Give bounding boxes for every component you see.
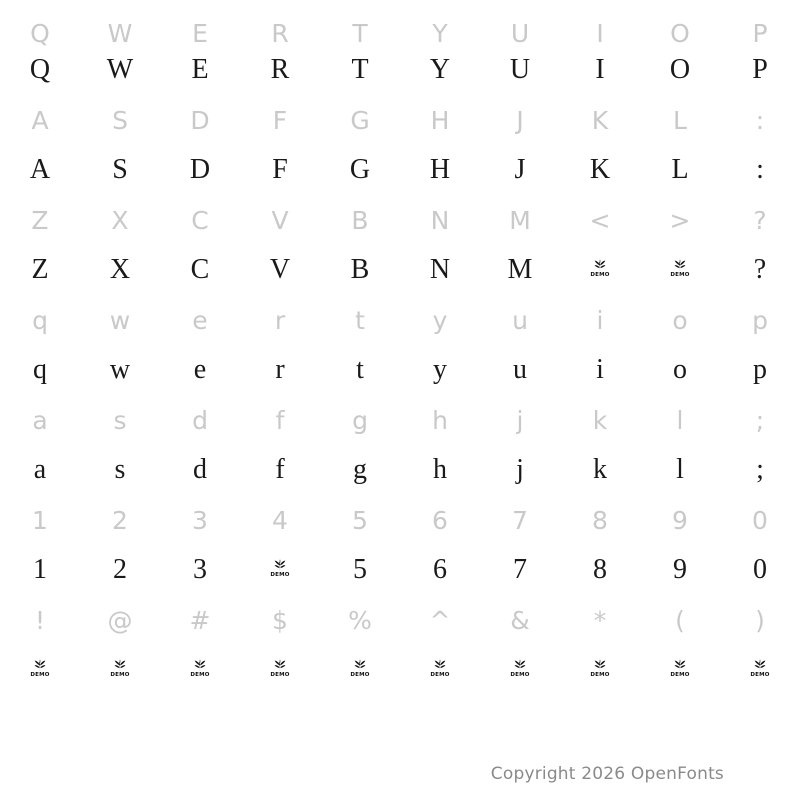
glyph-cell: t: [355, 305, 365, 335]
leaf-demo-badge-icon: DEMO: [509, 659, 531, 681]
glyph-cell: X: [109, 254, 131, 285]
glyph-cell: L: [673, 105, 687, 135]
glyph-cell: P: [752, 18, 768, 48]
glyph-cell: G: [349, 154, 371, 185]
glyph-cell: g: [353, 454, 367, 485]
glyph-cell: S: [112, 154, 128, 185]
copyright-notice: Copyright 2026 OpenFonts: [490, 764, 724, 784]
glyph-cell: Y: [429, 54, 451, 85]
missing-glyph-demo-icon: [400, 645, 480, 695]
glyph-cell: 4: [272, 505, 288, 535]
glyph-cell: I: [596, 18, 604, 48]
glyph-cell: A: [29, 154, 51, 185]
glyph-cell: V: [271, 205, 289, 235]
glyph-cell: 9: [672, 505, 688, 535]
glyph-cell: i: [596, 354, 604, 385]
glyph-cell: g: [352, 405, 368, 435]
glyph-cell: M: [507, 254, 533, 285]
leaf-demo-badge-icon: DEMO: [589, 659, 611, 681]
glyph-row-specimen: [0, 245, 800, 295]
glyph-cell: o: [673, 354, 687, 385]
glyph-row-specimen: [0, 145, 800, 195]
missing-glyph-demo-icon: [720, 645, 800, 695]
glyph-cell: C: [190, 254, 210, 285]
missing-glyph-demo-icon: [640, 245, 720, 295]
glyph-cell: Q: [29, 54, 51, 85]
glyph-cell: H: [430, 105, 450, 135]
glyph-cell: <: [589, 205, 611, 235]
glyph-cell: 1: [32, 505, 48, 535]
glyph-row-reference: [0, 195, 800, 245]
glyph-cell: l: [676, 405, 684, 435]
glyph-cell: W: [106, 54, 134, 85]
glyph-cell: :: [756, 154, 764, 185]
glyph-cell: Z: [31, 254, 49, 285]
missing-glyph-demo-icon: [480, 645, 560, 695]
glyph-cell: 5: [352, 505, 368, 535]
leaf-demo-badge-icon: DEMO: [429, 659, 451, 681]
glyph-cell: F: [272, 154, 288, 185]
glyph-cell: k: [593, 454, 607, 485]
glyph-cell: ?: [753, 254, 767, 285]
glyph-cell: $: [272, 605, 288, 635]
glyph-cell: E: [192, 18, 208, 48]
glyph-row-specimen: [0, 45, 800, 95]
glyph-cell: 8: [593, 554, 607, 585]
glyph-cell: T: [352, 18, 368, 48]
glyph-cell: q: [32, 305, 48, 335]
missing-glyph-demo-icon: [560, 645, 640, 695]
glyph-cell: O: [669, 54, 691, 85]
glyph-cell: 1: [33, 554, 47, 585]
glyph-cell: 3: [193, 554, 207, 585]
leaf-demo-badge-icon: DEMO: [269, 559, 291, 581]
missing-glyph-demo-icon: [560, 245, 640, 295]
leaf-demo-badge-icon: DEMO: [269, 659, 291, 681]
glyph-cell: e: [193, 354, 207, 385]
glyph-cell: t: [356, 354, 364, 385]
glyph-cell: K: [589, 154, 611, 185]
leaf-demo-badge-icon: DEMO: [109, 659, 131, 681]
glyph-cell: ): [755, 605, 765, 635]
glyph-cell: !: [34, 605, 46, 635]
glyph-cell: h: [433, 454, 447, 485]
leaf-demo-badge-icon: DEMO: [189, 659, 211, 681]
glyph-cell: 2: [112, 505, 128, 535]
glyph-cell: *: [593, 605, 607, 635]
missing-glyph-demo-icon: [80, 645, 160, 695]
glyph-cell: e: [192, 305, 208, 335]
glyph-cell: r: [275, 354, 285, 385]
missing-glyph-demo-icon: [240, 645, 320, 695]
glyph-cell: %: [348, 605, 372, 635]
glyph-cell: p: [752, 305, 768, 335]
glyph-cell: u: [513, 354, 527, 385]
glyph-row-specimen: [0, 445, 800, 495]
glyph-cell: 3: [192, 505, 208, 535]
glyph-cell: D: [190, 105, 210, 135]
glyph-cell: ;: [755, 405, 765, 435]
glyph-cell: p: [753, 354, 767, 385]
glyph-cell: &: [510, 605, 530, 635]
glyph-cell: a: [32, 405, 48, 435]
glyph-cell: D: [189, 154, 211, 185]
glyph-cell: 6: [432, 505, 448, 535]
leaf-demo-badge-icon: DEMO: [589, 259, 611, 281]
glyph-row-reference: [0, 295, 800, 345]
glyph-cell: B: [351, 205, 369, 235]
glyph-cell: 6: [433, 554, 447, 585]
glyph-cell: N: [429, 254, 451, 285]
glyph-cell: ^: [429, 605, 451, 635]
glyph-cell: f: [275, 454, 285, 485]
glyph-cell: G: [350, 105, 370, 135]
glyph-cell: s: [113, 405, 127, 435]
glyph-cell: ?: [753, 205, 767, 235]
glyph-cell: >: [669, 205, 691, 235]
glyph-cell: l: [676, 454, 684, 485]
glyph-cell: T: [351, 54, 369, 85]
glyph-cell: E: [191, 54, 209, 85]
leaf-demo-badge-icon: DEMO: [749, 659, 771, 681]
glyph-row-specimen: [0, 345, 800, 395]
glyph-cell: 9: [673, 554, 687, 585]
missing-glyph-demo-icon: [160, 645, 240, 695]
glyph-cell: w: [109, 354, 131, 385]
glyph-cell: Q: [30, 18, 50, 48]
glyph-cell: f: [275, 405, 285, 435]
glyph-cell: W: [107, 18, 133, 48]
glyph-row-reference: [0, 495, 800, 545]
glyph-cell: :: [755, 105, 765, 135]
leaf-demo-badge-icon: DEMO: [349, 659, 371, 681]
glyph-cell: 2: [113, 554, 127, 585]
glyph-cell: u: [512, 305, 528, 335]
glyph-cell: J: [516, 105, 524, 135]
glyph-cell: o: [672, 305, 688, 335]
glyph-cell: 5: [353, 554, 367, 585]
glyph-cell: K: [591, 105, 609, 135]
glyph-row-specimen: [0, 645, 800, 695]
glyph-cell: X: [111, 205, 129, 235]
glyph-cell: Z: [31, 205, 49, 235]
glyph-cell: y: [432, 305, 448, 335]
glyph-cell: I: [595, 54, 605, 85]
glyph-cell: M: [509, 205, 531, 235]
glyph-cell: U: [509, 54, 531, 85]
glyph-cell: S: [112, 105, 128, 135]
glyph-row-reference: [0, 95, 800, 145]
glyph-cell: V: [269, 254, 291, 285]
glyph-row-reference: [0, 395, 800, 445]
glyph-cell: @: [107, 605, 133, 635]
glyph-cell: h: [432, 405, 448, 435]
glyph-cell: 0: [752, 505, 768, 535]
glyph-cell: L: [671, 154, 689, 185]
glyph-row-specimen: [0, 545, 800, 595]
glyph-cell: H: [429, 154, 451, 185]
glyph-cell: a: [33, 454, 47, 485]
glyph-cell: 8: [592, 505, 608, 535]
glyph-cell: d: [192, 405, 208, 435]
glyph-cell: k: [592, 405, 608, 435]
glyph-cell: Y: [432, 18, 448, 48]
glyph-cell: y: [433, 354, 447, 385]
glyph-cell: J: [514, 154, 526, 185]
glyph-cell: s: [114, 454, 126, 485]
glyph-cell: w: [109, 305, 131, 335]
glyph-cell: i: [596, 305, 604, 335]
glyph-cell: q: [33, 354, 47, 385]
leaf-demo-badge-icon: DEMO: [669, 659, 691, 681]
leaf-demo-badge-icon: DEMO: [669, 259, 691, 281]
glyph-cell: (: [675, 605, 685, 635]
glyph-cell: C: [191, 205, 209, 235]
glyph-cell: 0: [753, 554, 767, 585]
glyph-cell: B: [350, 254, 370, 285]
missing-glyph-demo-icon: [640, 645, 720, 695]
glyph-cell: 7: [512, 505, 528, 535]
glyph-cell: d: [193, 454, 207, 485]
glyph-cell: 7: [513, 554, 527, 585]
glyph-cell: r: [274, 305, 286, 335]
glyph-cell: #: [189, 605, 211, 635]
missing-glyph-demo-icon: [240, 545, 320, 595]
glyph-cell: A: [31, 105, 49, 135]
glyph-cell: U: [510, 18, 530, 48]
glyph-cell: P: [752, 54, 768, 85]
glyph-cell: R: [271, 18, 289, 48]
glyph-cell: O: [670, 18, 690, 48]
glyph-cell: N: [430, 205, 450, 235]
glyph-cell: F: [272, 105, 288, 135]
missing-glyph-demo-icon: [320, 645, 400, 695]
glyph-cell: R: [270, 54, 290, 85]
glyph-cell: j: [516, 454, 524, 485]
missing-glyph-demo-icon: [0, 645, 80, 695]
leaf-demo-badge-icon: DEMO: [29, 659, 51, 681]
glyph-cell: ;: [756, 454, 764, 485]
glyph-row-reference: [0, 595, 800, 645]
glyph-cell: j: [516, 405, 524, 435]
